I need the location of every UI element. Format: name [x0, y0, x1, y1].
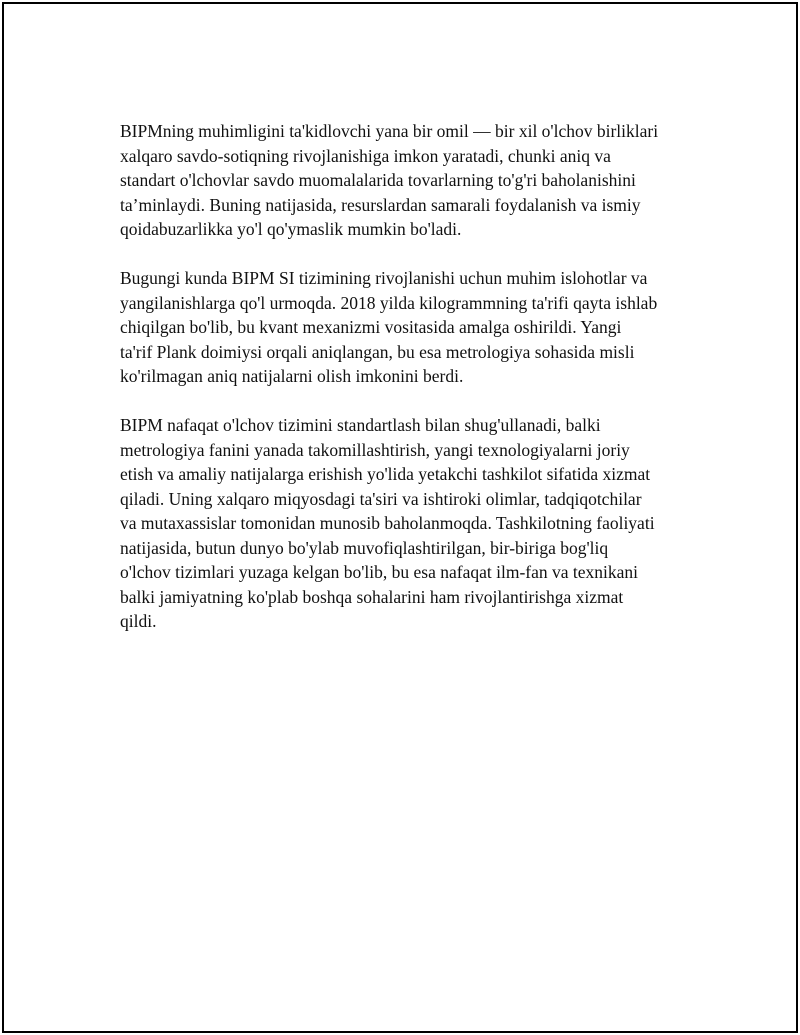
paragraph-line: natijasida, butun dunyo bo'ylab muvofiqlashtirilgan, bir-biriga bog'liq — [120, 537, 609, 558]
paragraph-line: etish va amaliy natijalarga erishish yo'lida yetakchi tashkilot sifatida xizmat — [120, 464, 651, 484]
paragraph-1 — [120, 119, 700, 242]
paragraph-line: ko'rilmagan aniq natijalarni olish imkonini berdi. — [120, 366, 464, 386]
paragraph-line: o'lchov tizimlari yuzaga kelgan bo'lib, bu esa nafaqat ilm-fan va texnikani — [120, 562, 639, 582]
paragraph-line: Bugungi kunda BIPM SI tizimining rivojlanishi uchun muhim islohotlar va — [120, 268, 648, 288]
paragraph-2 — [120, 266, 700, 389]
paragraph-3 — [120, 413, 700, 634]
page-frame — [2, 2, 798, 1033]
paragraph-line: qildi. — [120, 611, 157, 631]
paragraph-line: BIPM nafaqat o'lchov tizimini standartlash bilan shug'ullanadi, balki — [120, 415, 601, 435]
paragraph-line: va mutaxassislar tomonidan munosib baholanmoqda. Tashkilotning faoliyati — [120, 513, 655, 533]
paragraph-line: balki jamiyatning ko'plab boshqa sohalarini ham rivojlantirishga xizmat — [120, 586, 624, 607]
paragraph-line: qoidabuzarlikka yo'l qo'ymaslik mumkin bo'ladi. — [120, 219, 462, 239]
document-body — [120, 119, 700, 658]
paragraph-line: BIPMning muhimligini ta'kidlovchi yana bir omil — bir xil o'lchov birliklari — [120, 121, 659, 141]
paragraph-line: metrologiya fanini yanada takomillashtirish, yangi texnologiyalarni joriy — [120, 439, 630, 460]
paragraph-line: yangilanishlarga qo'l urmoqda. 2018 yilda kilogrammning ta'rifi qayta ishlab — [120, 292, 658, 313]
paragraph-line: xalqaro savdo-sotiqning rivojlanishiga imkon yaratadi, chunki aniq va — [120, 145, 611, 166]
paragraph-line: standart o'lchovlar savdo muomalalarida tovarlarning to'g'ri baholanishini — [120, 170, 636, 190]
paragraph-line: qiladi. Uning xalqaro miqyosdagi ta'siri va ishtiroki olimlar, tadqiqotchilar — [120, 488, 642, 509]
paragraph-line: ta'rif Plank doimiysi orqali aniqlangan, bu esa metrologiya sohasida misli — [120, 341, 635, 362]
paragraph-line: ta’minlaydi. Buning natijasida, resurslardan samarali foydalanish va ismiy — [120, 194, 641, 215]
paragraph-line: chiqilgan bo'lib, bu kvant mexanizmi vositasida amalga oshirildi. Yangi — [120, 317, 622, 337]
